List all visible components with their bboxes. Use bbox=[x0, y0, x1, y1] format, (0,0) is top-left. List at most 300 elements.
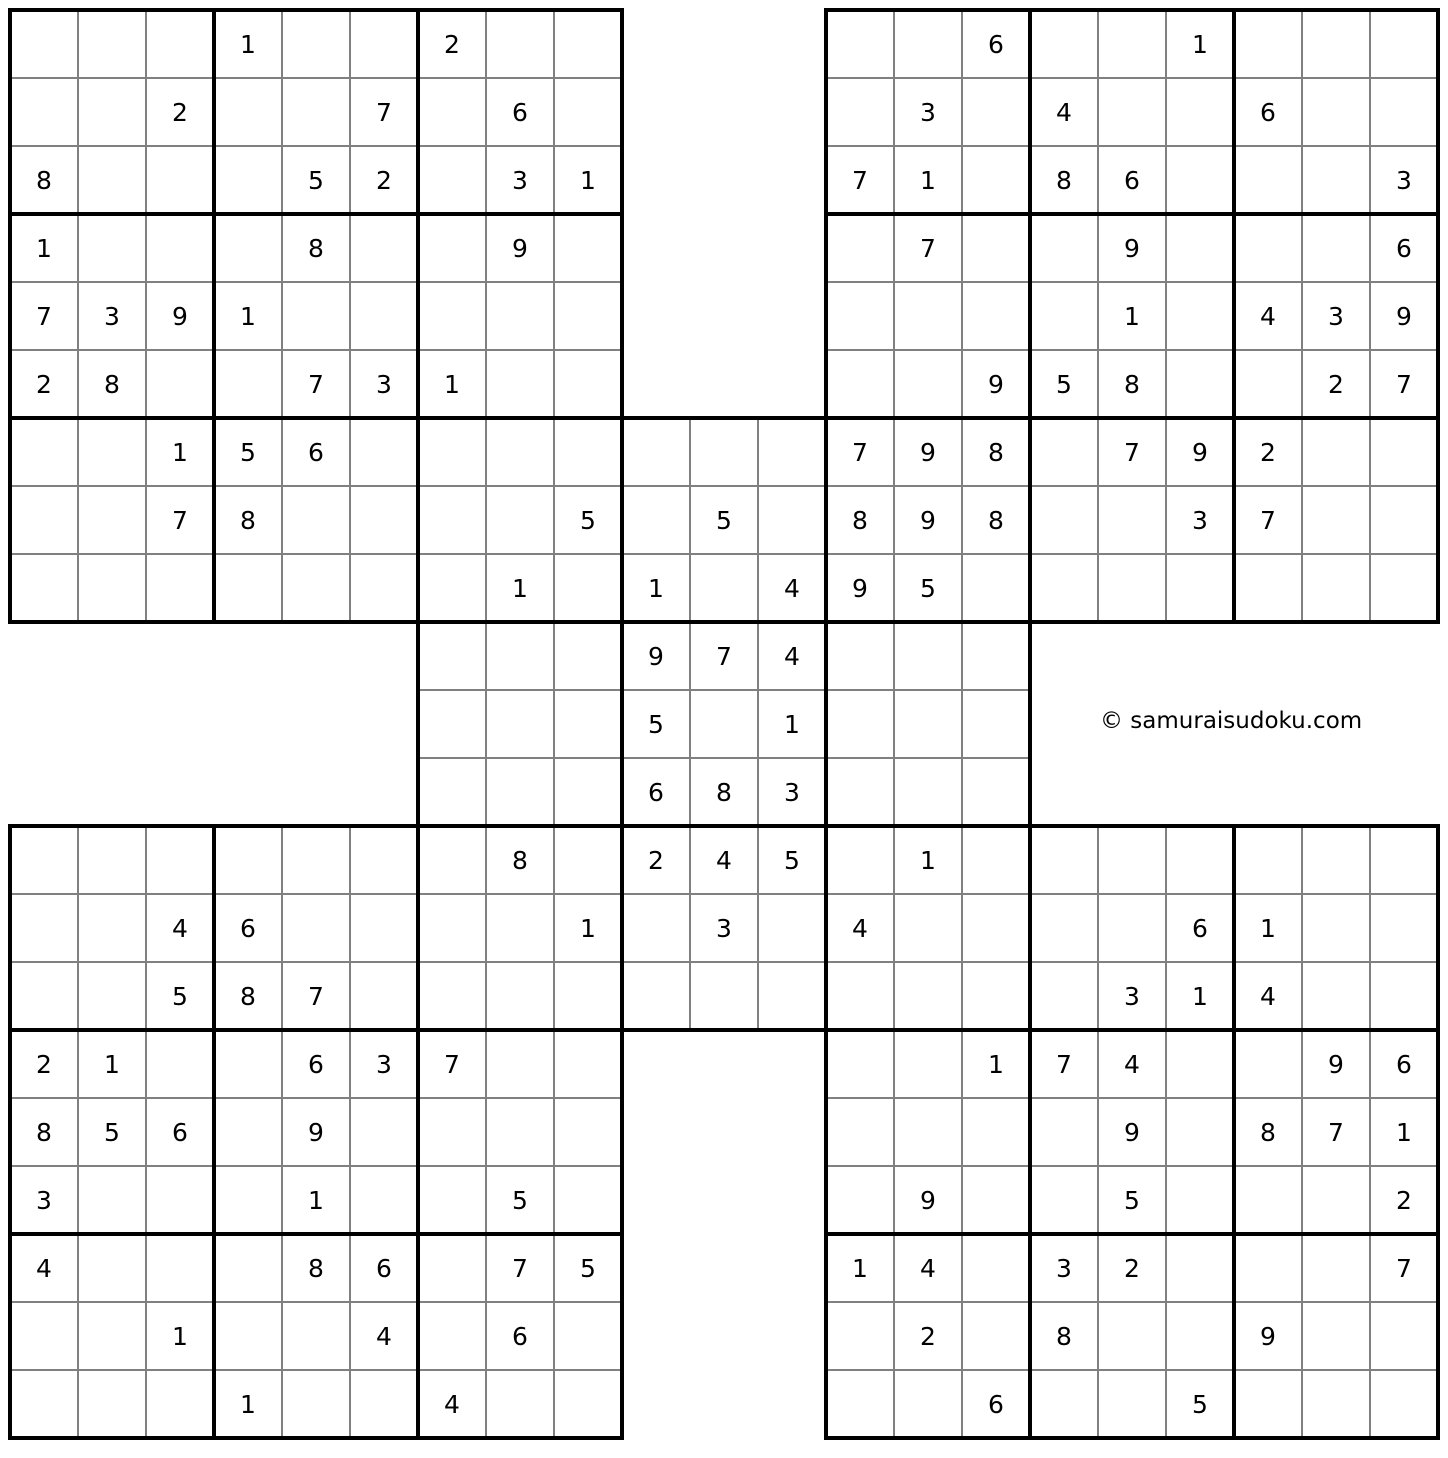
sudoku-cell[interactable] bbox=[556, 12, 620, 76]
sudoku-cell[interactable] bbox=[556, 1032, 620, 1096]
cell-digit: 3 bbox=[716, 914, 732, 943]
sudoku-cell[interactable] bbox=[420, 828, 484, 892]
sudoku-cell[interactable] bbox=[828, 692, 892, 756]
sudoku-cell[interactable] bbox=[556, 624, 620, 688]
sudoku-cell[interactable] bbox=[1032, 284, 1096, 348]
sudoku-cell[interactable] bbox=[216, 1236, 280, 1300]
sudoku-cell[interactable] bbox=[148, 12, 212, 76]
sudoku-cell[interactable] bbox=[1032, 556, 1096, 620]
sudoku-cell[interactable] bbox=[80, 1236, 144, 1300]
sudoku-cell[interactable] bbox=[80, 828, 144, 892]
cell-digit: 7 bbox=[1124, 438, 1140, 467]
sudoku-cell[interactable] bbox=[1372, 488, 1436, 552]
cell-digit: 5 bbox=[1056, 370, 1072, 399]
cell-digit: 4 bbox=[1260, 302, 1276, 331]
cell-digit: 1 bbox=[648, 574, 664, 603]
cell-digit: 5 bbox=[920, 574, 936, 603]
sudoku-cell[interactable] bbox=[488, 420, 552, 484]
cell-digit: 8 bbox=[1056, 166, 1072, 195]
sudoku-cell[interactable] bbox=[896, 624, 960, 688]
sudoku-cell[interactable] bbox=[1372, 1304, 1436, 1368]
sudoku-cell[interactable] bbox=[556, 1304, 620, 1368]
sudoku-cell[interactable] bbox=[1100, 80, 1164, 144]
sudoku-cell[interactable] bbox=[148, 1032, 212, 1096]
sudoku-cell[interactable] bbox=[1372, 80, 1436, 144]
sudoku-cell[interactable] bbox=[1236, 148, 1300, 212]
cell-digit: 1 bbox=[240, 302, 256, 331]
sudoku-cell[interactable] bbox=[896, 1372, 960, 1436]
sudoku-cell[interactable] bbox=[556, 284, 620, 348]
cell-digit: 9 bbox=[1192, 438, 1208, 467]
sudoku-cell[interactable] bbox=[1372, 964, 1436, 1028]
sudoku-cell[interactable] bbox=[284, 488, 348, 552]
cell-digit: 6 bbox=[648, 778, 664, 807]
sudoku-cell[interactable] bbox=[80, 216, 144, 280]
sudoku-cell[interactable] bbox=[80, 556, 144, 620]
sudoku-cell[interactable] bbox=[12, 12, 76, 76]
sudoku-cell[interactable] bbox=[352, 964, 416, 1028]
sudoku-cell[interactable] bbox=[828, 1100, 892, 1164]
sudoku-cell[interactable] bbox=[352, 284, 416, 348]
sudoku-cell[interactable] bbox=[964, 1100, 1028, 1164]
cell-digit: 8 bbox=[988, 506, 1004, 535]
sudoku-cell[interactable] bbox=[352, 420, 416, 484]
sudoku-cell[interactable] bbox=[964, 828, 1028, 892]
cell-digit: 7 bbox=[1260, 506, 1276, 535]
cell-digit: 9 bbox=[1260, 1322, 1276, 1351]
cell-digit: 6 bbox=[308, 438, 324, 467]
sudoku-cell[interactable] bbox=[896, 284, 960, 348]
sudoku-cell[interactable] bbox=[828, 1372, 892, 1436]
sudoku-cell[interactable] bbox=[1168, 1168, 1232, 1232]
sudoku-cell[interactable] bbox=[1236, 1372, 1300, 1436]
cell-digit: 5 bbox=[512, 1186, 528, 1215]
sudoku-cell[interactable] bbox=[420, 964, 484, 1028]
sudoku-cell[interactable] bbox=[1304, 420, 1368, 484]
cell-digit: 6 bbox=[308, 1050, 324, 1079]
sudoku-cell[interactable] bbox=[488, 284, 552, 348]
sudoku-cell[interactable] bbox=[488, 760, 552, 824]
sudoku-cell[interactable] bbox=[352, 488, 416, 552]
sudoku-cell[interactable] bbox=[352, 828, 416, 892]
sudoku-cell[interactable] bbox=[488, 1032, 552, 1096]
sudoku-cell[interactable] bbox=[828, 12, 892, 76]
sudoku-cell[interactable] bbox=[964, 1304, 1028, 1368]
cell-digit: 1 bbox=[308, 1186, 324, 1215]
sudoku-cell[interactable] bbox=[488, 352, 552, 416]
sudoku-cell[interactable] bbox=[216, 148, 280, 212]
sudoku-cell[interactable] bbox=[624, 488, 688, 552]
sudoku-cell[interactable] bbox=[1304, 1168, 1368, 1232]
sudoku-cell[interactable] bbox=[1236, 556, 1300, 620]
sudoku-cell[interactable] bbox=[1304, 964, 1368, 1028]
sudoku-cell[interactable] bbox=[284, 896, 348, 960]
sudoku-cell[interactable] bbox=[692, 420, 756, 484]
sudoku-cell[interactable] bbox=[556, 216, 620, 280]
sudoku-cell[interactable] bbox=[1032, 420, 1096, 484]
sudoku-cell[interactable] bbox=[1100, 488, 1164, 552]
sudoku-cell[interactable] bbox=[12, 80, 76, 144]
cell-digit: 1 bbox=[1192, 30, 1208, 59]
sudoku-cell[interactable] bbox=[148, 148, 212, 212]
cell-digit: 8 bbox=[308, 1254, 324, 1283]
sudoku-cell[interactable] bbox=[1304, 828, 1368, 892]
cell-digit: 4 bbox=[920, 1254, 936, 1283]
sudoku-cell[interactable] bbox=[828, 80, 892, 144]
sudoku-cell[interactable] bbox=[488, 896, 552, 960]
sudoku-cell[interactable] bbox=[216, 352, 280, 416]
cell-digit: 3 bbox=[1396, 166, 1412, 195]
sudoku-cell[interactable] bbox=[828, 1304, 892, 1368]
cell-digit: 9 bbox=[1396, 302, 1412, 331]
cell-digit: 9 bbox=[920, 506, 936, 535]
sudoku-cell[interactable] bbox=[1236, 216, 1300, 280]
cell-digit: 9 bbox=[920, 1186, 936, 1215]
sudoku-cell[interactable] bbox=[624, 420, 688, 484]
sudoku-cell[interactable] bbox=[352, 896, 416, 960]
sudoku-cell[interactable] bbox=[896, 1100, 960, 1164]
sudoku-cell[interactable] bbox=[556, 964, 620, 1028]
sudoku-cell[interactable] bbox=[1100, 828, 1164, 892]
sudoku-cell[interactable] bbox=[488, 1372, 552, 1436]
sudoku-cell[interactable] bbox=[12, 828, 76, 892]
sudoku-cell[interactable] bbox=[80, 896, 144, 960]
sudoku-cell[interactable] bbox=[1168, 284, 1232, 348]
sudoku-cell[interactable] bbox=[556, 352, 620, 416]
sudoku-cell[interactable] bbox=[488, 488, 552, 552]
sudoku-cell[interactable] bbox=[420, 624, 484, 688]
sudoku-cell[interactable] bbox=[284, 828, 348, 892]
sudoku-cell[interactable] bbox=[420, 1168, 484, 1232]
sudoku-cell[interactable] bbox=[12, 1372, 76, 1436]
sudoku-cell[interactable] bbox=[80, 964, 144, 1028]
sudoku-cell[interactable] bbox=[896, 352, 960, 416]
sudoku-cell[interactable] bbox=[896, 896, 960, 960]
sudoku-cell[interactable] bbox=[352, 12, 416, 76]
sudoku-cell[interactable] bbox=[1372, 896, 1436, 960]
sudoku-cell[interactable] bbox=[1168, 352, 1232, 416]
sudoku-cell[interactable] bbox=[80, 1304, 144, 1368]
sudoku-cell[interactable] bbox=[420, 216, 484, 280]
cell-digit: 5 bbox=[648, 710, 664, 739]
sudoku-cell[interactable] bbox=[148, 1168, 212, 1232]
sudoku-cell[interactable] bbox=[488, 624, 552, 688]
sudoku-cell[interactable] bbox=[692, 692, 756, 756]
sudoku-cell[interactable] bbox=[1168, 828, 1232, 892]
cell-digit: 3 bbox=[512, 166, 528, 195]
sudoku-cell[interactable] bbox=[1236, 352, 1300, 416]
sudoku-cell[interactable] bbox=[1100, 12, 1164, 76]
sudoku-cell[interactable] bbox=[148, 556, 212, 620]
sudoku-cell[interactable] bbox=[828, 624, 892, 688]
sudoku-cell[interactable] bbox=[12, 420, 76, 484]
sudoku-cell[interactable] bbox=[80, 488, 144, 552]
sudoku-cell[interactable] bbox=[420, 148, 484, 212]
sudoku-cell[interactable] bbox=[216, 828, 280, 892]
sudoku-cell[interactable] bbox=[828, 352, 892, 416]
cell-digit: 7 bbox=[1056, 1050, 1072, 1079]
cell-digit: 6 bbox=[376, 1254, 392, 1283]
sudoku-cell[interactable] bbox=[352, 216, 416, 280]
cell-digit: 3 bbox=[1192, 506, 1208, 535]
cell-digit: 7 bbox=[36, 302, 52, 331]
sudoku-cell[interactable] bbox=[148, 216, 212, 280]
sudoku-cell[interactable] bbox=[216, 1304, 280, 1368]
sudoku-cell[interactable] bbox=[1100, 1304, 1164, 1368]
sudoku-cell[interactable] bbox=[12, 1304, 76, 1368]
sudoku-cell[interactable] bbox=[148, 828, 212, 892]
sudoku-cell[interactable] bbox=[420, 1100, 484, 1164]
sudoku-cell[interactable] bbox=[964, 148, 1028, 212]
sudoku-cell[interactable] bbox=[80, 80, 144, 144]
sudoku-cell[interactable] bbox=[1168, 1032, 1232, 1096]
sudoku-cell[interactable] bbox=[1372, 1372, 1436, 1436]
sudoku-cell[interactable] bbox=[80, 148, 144, 212]
cell-digit: 7 bbox=[852, 438, 868, 467]
sudoku-cell[interactable] bbox=[692, 556, 756, 620]
sudoku-cell[interactable] bbox=[828, 964, 892, 1028]
cell-digit: 1 bbox=[172, 438, 188, 467]
cell-digit: 1 bbox=[580, 914, 596, 943]
sudoku-cell[interactable] bbox=[1032, 896, 1096, 960]
cell-digit: 5 bbox=[580, 506, 596, 535]
sudoku-cell[interactable] bbox=[964, 556, 1028, 620]
sudoku-cell[interactable] bbox=[148, 1236, 212, 1300]
sudoku-cell[interactable] bbox=[896, 692, 960, 756]
sudoku-cell[interactable] bbox=[1032, 964, 1096, 1028]
cell-digit: 2 bbox=[1260, 438, 1276, 467]
sudoku-cell[interactable] bbox=[964, 1236, 1028, 1300]
sudoku-cell[interactable] bbox=[828, 760, 892, 824]
sudoku-cell[interactable] bbox=[284, 80, 348, 144]
sudoku-cell[interactable] bbox=[964, 624, 1028, 688]
sudoku-cell[interactable] bbox=[964, 760, 1028, 824]
sudoku-cell[interactable] bbox=[216, 80, 280, 144]
cell-digit: 3 bbox=[1328, 302, 1344, 331]
sudoku-cell[interactable] bbox=[556, 760, 620, 824]
cell-digit: 5 bbox=[308, 166, 324, 195]
sudoku-cell[interactable] bbox=[1168, 556, 1232, 620]
cell-digit: 1 bbox=[1260, 914, 1276, 943]
cell-digit: 1 bbox=[988, 1050, 1004, 1079]
sudoku-cell[interactable] bbox=[1304, 896, 1368, 960]
cell-digit: 4 bbox=[444, 1390, 460, 1419]
sudoku-cell[interactable] bbox=[1168, 1304, 1232, 1368]
sudoku-cell[interactable] bbox=[1304, 216, 1368, 280]
sudoku-cell[interactable] bbox=[1304, 148, 1368, 212]
cell-digit: 6 bbox=[1396, 234, 1412, 263]
sudoku-cell[interactable] bbox=[1032, 216, 1096, 280]
sudoku-cell[interactable] bbox=[556, 1372, 620, 1436]
sudoku-cell[interactable] bbox=[556, 1168, 620, 1232]
sudoku-cell[interactable] bbox=[760, 420, 824, 484]
sudoku-cell[interactable] bbox=[352, 1372, 416, 1436]
sudoku-cell[interactable] bbox=[964, 284, 1028, 348]
sudoku-cell[interactable] bbox=[80, 12, 144, 76]
sudoku-cell[interactable] bbox=[828, 216, 892, 280]
sudoku-cell[interactable] bbox=[1032, 488, 1096, 552]
sudoku-cell[interactable] bbox=[216, 1168, 280, 1232]
cell-digit: 3 bbox=[36, 1186, 52, 1215]
sudoku-cell[interactable] bbox=[1236, 1032, 1300, 1096]
cell-digit: 8 bbox=[1056, 1322, 1072, 1351]
sudoku-cell[interactable] bbox=[1168, 148, 1232, 212]
sudoku-cell[interactable] bbox=[1304, 12, 1368, 76]
sudoku-cell[interactable] bbox=[556, 556, 620, 620]
sudoku-cell[interactable] bbox=[556, 828, 620, 892]
cell-digit: 4 bbox=[1056, 98, 1072, 127]
cell-digit: 4 bbox=[1260, 982, 1276, 1011]
cell-digit: 8 bbox=[852, 506, 868, 535]
cell-digit: 3 bbox=[920, 98, 936, 127]
sudoku-cell[interactable] bbox=[964, 1168, 1028, 1232]
sudoku-cell[interactable] bbox=[420, 488, 484, 552]
sudoku-cell[interactable] bbox=[420, 80, 484, 144]
sudoku-cell[interactable] bbox=[1372, 12, 1436, 76]
sudoku-cell[interactable] bbox=[556, 80, 620, 144]
sudoku-cell[interactable] bbox=[284, 1372, 348, 1436]
sudoku-cell[interactable] bbox=[216, 556, 280, 620]
sudoku-cell[interactable] bbox=[12, 556, 76, 620]
cell-digit: 1 bbox=[36, 234, 52, 263]
cell-digit: 6 bbox=[988, 1390, 1004, 1419]
sudoku-cell[interactable] bbox=[964, 216, 1028, 280]
cell-digit: 9 bbox=[988, 370, 1004, 399]
sudoku-cell[interactable] bbox=[148, 1372, 212, 1436]
sudoku-cell[interactable] bbox=[1304, 1372, 1368, 1436]
sudoku-cell[interactable] bbox=[1100, 1372, 1164, 1436]
sudoku-cell[interactable] bbox=[420, 692, 484, 756]
sudoku-cell[interactable] bbox=[556, 420, 620, 484]
sudoku-cell[interactable] bbox=[420, 556, 484, 620]
sudoku-cell[interactable] bbox=[964, 80, 1028, 144]
sudoku-cell[interactable] bbox=[420, 1304, 484, 1368]
sudoku-cell[interactable] bbox=[352, 556, 416, 620]
sudoku-cell[interactable] bbox=[420, 896, 484, 960]
sudoku-cell[interactable] bbox=[1168, 216, 1232, 280]
sudoku-cell[interactable] bbox=[1032, 828, 1096, 892]
sudoku-cell[interactable] bbox=[828, 1168, 892, 1232]
sudoku-cell[interactable] bbox=[624, 896, 688, 960]
sudoku-cell[interactable] bbox=[1032, 1168, 1096, 1232]
sudoku-cell[interactable] bbox=[896, 12, 960, 76]
sudoku-cell[interactable] bbox=[1168, 1100, 1232, 1164]
sudoku-cell[interactable] bbox=[1236, 828, 1300, 892]
sudoku-cell[interactable] bbox=[1100, 556, 1164, 620]
cell-digit: 7 bbox=[1328, 1118, 1344, 1147]
sudoku-cell[interactable] bbox=[828, 828, 892, 892]
sudoku-cell[interactable] bbox=[1304, 1304, 1368, 1368]
sudoku-cell[interactable] bbox=[1100, 896, 1164, 960]
sudoku-cell[interactable] bbox=[828, 1032, 892, 1096]
sudoku-cell[interactable] bbox=[896, 964, 960, 1028]
cell-digit: 1 bbox=[1124, 302, 1140, 331]
sudoku-cell[interactable] bbox=[216, 216, 280, 280]
sudoku-cell[interactable] bbox=[760, 964, 824, 1028]
cell-digit: 7 bbox=[1396, 1254, 1412, 1283]
cell-digit: 6 bbox=[1260, 98, 1276, 127]
sudoku-cell[interactable] bbox=[488, 1100, 552, 1164]
sudoku-cell[interactable] bbox=[1032, 1372, 1096, 1436]
sudoku-cell[interactable] bbox=[556, 692, 620, 756]
sudoku-cell[interactable] bbox=[1032, 1100, 1096, 1164]
sudoku-cell[interactable] bbox=[692, 964, 756, 1028]
cell-digit: 9 bbox=[1328, 1050, 1344, 1079]
sudoku-cell[interactable] bbox=[284, 12, 348, 76]
sudoku-cell[interactable] bbox=[964, 964, 1028, 1028]
sudoku-cell[interactable] bbox=[828, 284, 892, 348]
sudoku-cell[interactable] bbox=[1168, 1236, 1232, 1300]
sudoku-cell[interactable] bbox=[1032, 12, 1096, 76]
cell-digit: 7 bbox=[444, 1050, 460, 1079]
cell-digit: 7 bbox=[716, 642, 732, 671]
sudoku-cell[interactable] bbox=[148, 352, 212, 416]
sudoku-cell[interactable] bbox=[1304, 1236, 1368, 1300]
cell-digit: 9 bbox=[172, 302, 188, 331]
sudoku-cell[interactable] bbox=[284, 284, 348, 348]
cell-digit: 7 bbox=[308, 982, 324, 1011]
sudoku-cell[interactable] bbox=[216, 1100, 280, 1164]
sudoku-cell[interactable] bbox=[1236, 1168, 1300, 1232]
sudoku-cell[interactable] bbox=[284, 556, 348, 620]
sudoku-cell[interactable] bbox=[420, 1236, 484, 1300]
sudoku-cell[interactable] bbox=[1236, 12, 1300, 76]
cell-digit: 7 bbox=[308, 370, 324, 399]
sudoku-cell[interactable] bbox=[760, 488, 824, 552]
sudoku-cell[interactable] bbox=[1372, 556, 1436, 620]
cell-digit: 5 bbox=[580, 1254, 596, 1283]
sudoku-cell[interactable] bbox=[12, 896, 76, 960]
sudoku-cell[interactable] bbox=[80, 1372, 144, 1436]
cell-digit: 8 bbox=[1260, 1118, 1276, 1147]
sudoku-cell[interactable] bbox=[420, 284, 484, 348]
sudoku-cell[interactable] bbox=[624, 964, 688, 1028]
sudoku-cell[interactable] bbox=[488, 964, 552, 1028]
sudoku-cell[interactable] bbox=[420, 760, 484, 824]
cell-digit: 9 bbox=[512, 234, 528, 263]
cell-digit: 4 bbox=[716, 846, 732, 875]
sudoku-cell[interactable] bbox=[1304, 556, 1368, 620]
sudoku-cell[interactable] bbox=[352, 1168, 416, 1232]
sudoku-cell[interactable] bbox=[80, 420, 144, 484]
sudoku-cell[interactable] bbox=[352, 1100, 416, 1164]
sudoku-cell[interactable] bbox=[964, 896, 1028, 960]
sudoku-cell[interactable] bbox=[216, 1032, 280, 1096]
sudoku-cell[interactable] bbox=[896, 1032, 960, 1096]
sudoku-cell[interactable] bbox=[1304, 488, 1368, 552]
sudoku-cell[interactable] bbox=[1372, 828, 1436, 892]
sudoku-cell[interactable] bbox=[1236, 1236, 1300, 1300]
cell-digit: 9 bbox=[920, 438, 936, 467]
sudoku-cell[interactable] bbox=[1372, 420, 1436, 484]
cell-digit: 6 bbox=[512, 98, 528, 127]
sudoku-cell[interactable] bbox=[1168, 80, 1232, 144]
sudoku-cell[interactable] bbox=[896, 760, 960, 824]
sudoku-cell[interactable] bbox=[488, 692, 552, 756]
sudoku-cell[interactable] bbox=[420, 420, 484, 484]
sudoku-cell[interactable] bbox=[556, 1100, 620, 1164]
sudoku-cell[interactable] bbox=[964, 692, 1028, 756]
sudoku-cell[interactable] bbox=[12, 964, 76, 1028]
cell-digit: 6 bbox=[1124, 166, 1140, 195]
sudoku-cell[interactable] bbox=[760, 896, 824, 960]
sudoku-cell[interactable] bbox=[80, 1168, 144, 1232]
sudoku-cell[interactable] bbox=[12, 488, 76, 552]
sudoku-cell[interactable] bbox=[488, 12, 552, 76]
sudoku-cell[interactable] bbox=[1304, 80, 1368, 144]
cell-digit: 8 bbox=[36, 1118, 52, 1147]
sudoku-cell[interactable] bbox=[284, 1304, 348, 1368]
